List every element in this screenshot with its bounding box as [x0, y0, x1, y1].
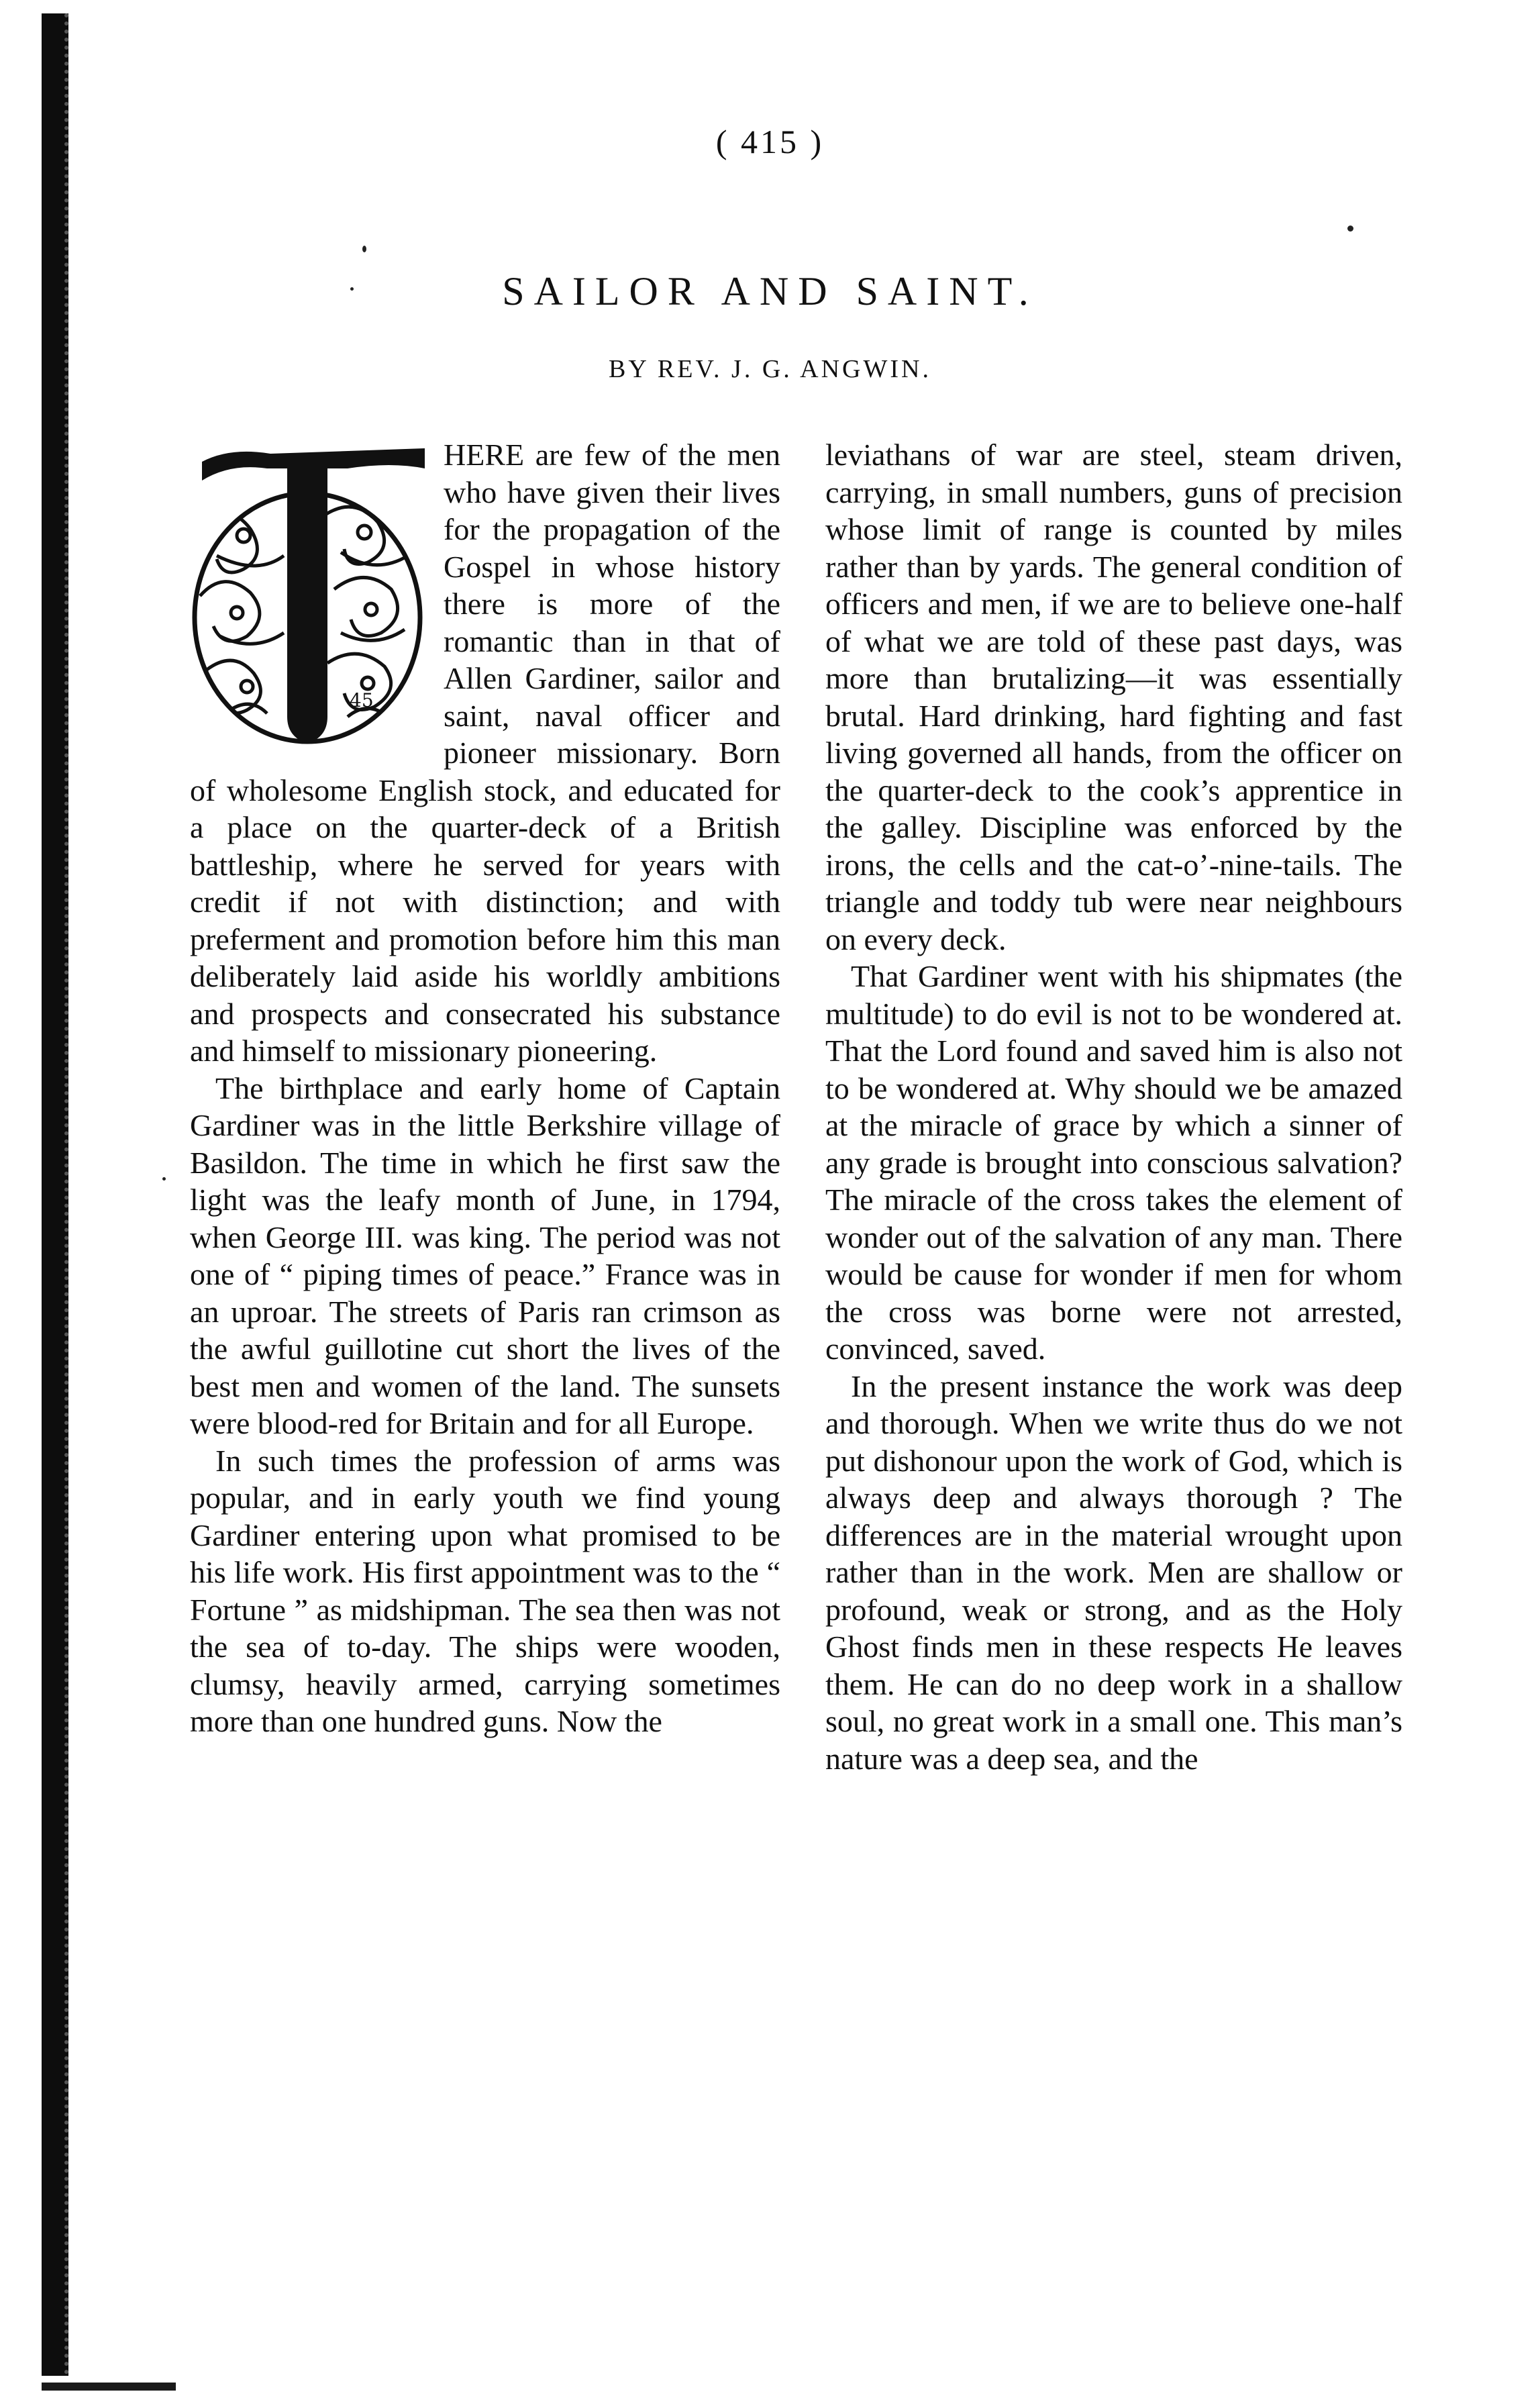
dropcap-engraver-mark: 45 [350, 689, 374, 711]
ornamental-dropcap-image [190, 442, 425, 747]
page-number: ( 415 ) [715, 123, 825, 160]
right-column [825, 436, 1402, 1777]
article-title: SAILOR AND SAINT. [502, 269, 1038, 313]
article-byline: BY REV. J. G. ANGWIN. [609, 355, 931, 383]
print-speck [1347, 226, 1353, 232]
paragraph: That Gardiner went with his shipmates (the multitude) to do evil is not to be wondered at. That the Lord found and saved him is also not to be wondered at. Why should we be amazed at the miracle of grace by which a sinner of any grade is brought into conscious salvation? The miracle of the cross takes the element of wonder out of the salvation of any man. There would be cause for wonder if men for whom the cross was borne were not arrested, convinced, saved. [825, 959, 1402, 1366]
left-column [190, 436, 780, 1740]
print-speck [162, 1177, 166, 1181]
paragraph: In such times the profession of arms was popular, and in early youth we find young Gardiner entering upon what promised to be his life work. His first appointment was to the “ Fortune ” as midshipman. The sea then was not the sea of to-day. The ships were wooden, clumsy, heavily armed, carrying sometimes more than one hundred guns. Now the [190, 1443, 780, 1738]
paragraph: The birthplace and early home of Captain Gardiner was in the little Berkshire village of Basildon. The time in which he first saw the light was the leafy month of June, in 1794, when George III. was king. The period was not one of “ piping times of peace.” France was in an uproar. The streets of Paris ran crimson as the awful guillotine cut short the lives of the best men and women of the land. The sunsets were blood-red for Britain and for all Europe. [190, 1070, 780, 1440]
print-speck [362, 246, 366, 252]
paragraph: leviathans of war are steel, steam driven, carrying, in small numbers, guns of precision whose limit of range is counted by miles rather than by yards. The general condition of officers and men, if we are to believe one-half of what we are told of these past days, was more than brutalizing—it was essentially brutal. Hard drinking, hard fighting and fast living governed all hands, from the officer on the quarter-deck to the cook’s apprentice in the galley. Discipline was enforced by the irons, the cells and the cat-o’-nine-tails. The triangle and toddy tub were near neighbours on every deck. [825, 438, 1402, 956]
book-spine-foot [42, 2383, 176, 2391]
paragraph: HERE are few of the men who have given their lives for the propagation of the Gospel in whose history there is more of the romantic than in that of Allen Gardiner, sailor and saint, naval officer and pioneer missionary. Born of wholesome English stock, and educated for a place on the quarter-deck of a British battleship, where he served for years with credit if not with distinction; and with preferment and promotion before him this man deliberately laid aside his worldly ambitions and prospects and consecrated his substance and himself to missionary pioneering. [190, 438, 780, 1068]
ornamental-dropcap-t [190, 442, 425, 747]
paragraph: In the present instance the work was deep and thorough. When we write thus do we not put dishonour upon the work of God, which is always deep and always thorough ? The differences are in the material wrought upon rather than in the work. Men are shallow or profound, weak or strong, and as the Holy Ghost finds men in these respects He leaves them. He can do no deep work in a shallow soul, no great work in a small one. This man’s nature was a deep sea, and the [825, 1368, 1402, 1776]
